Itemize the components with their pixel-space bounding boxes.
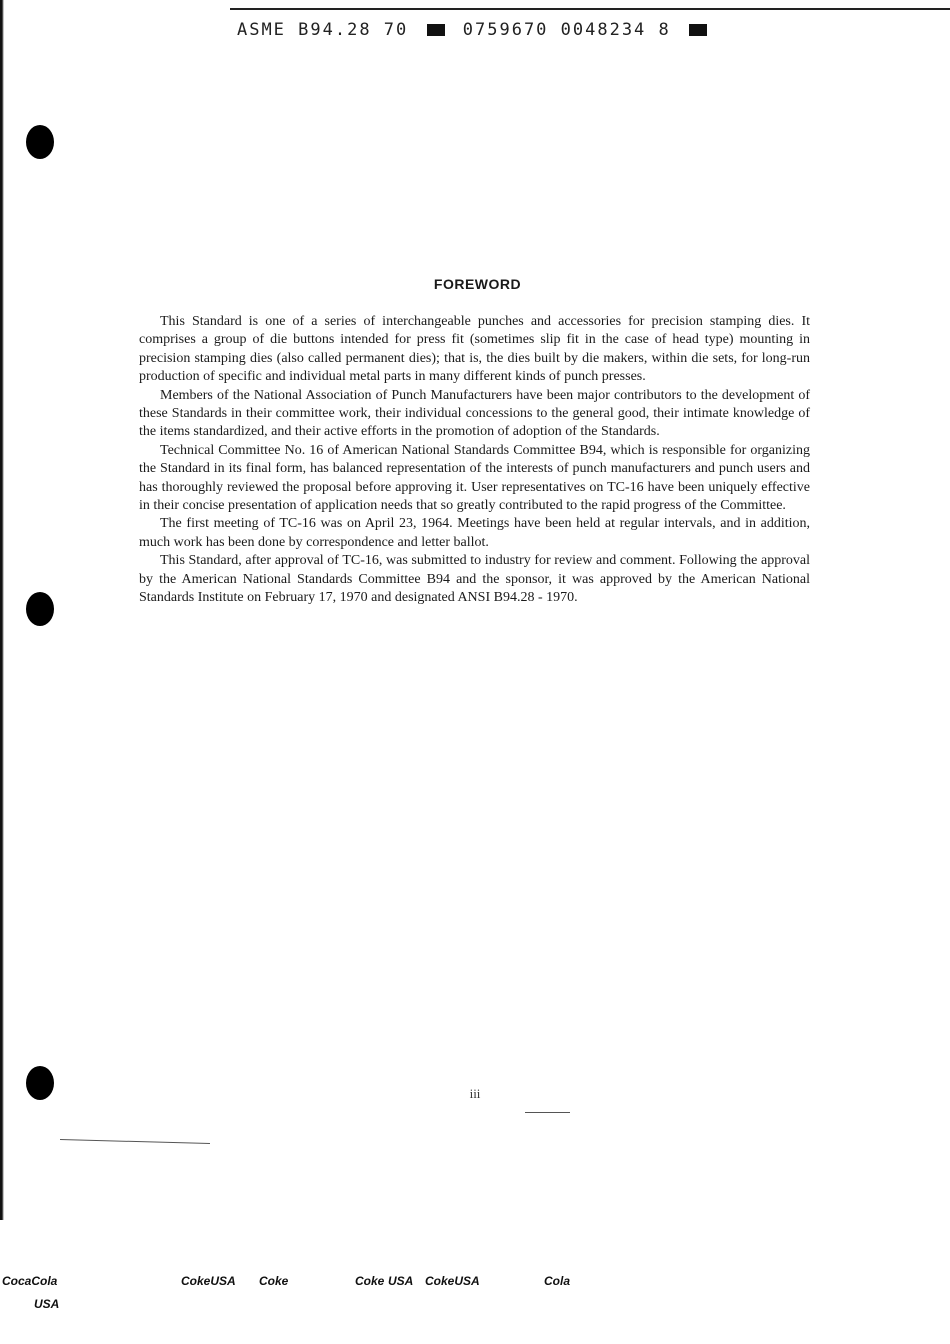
footer-stamp-cokeusa-2: CokeUSA bbox=[425, 1274, 480, 1288]
binder-hole-top bbox=[26, 125, 54, 159]
paragraph-5: This Standard, after approval of TC-16, was submitted to industry for review and comment. Following the approval by the American National Standards Committee B94 and the sponsor, it was approved by the American National Standards Institute on February 17, 1970 and designated ANSI B94.28 - 1970. bbox=[139, 553, 810, 606]
footer-stamp-usa: USA bbox=[34, 1297, 60, 1311]
footer-stamp-coke-1: Coke bbox=[259, 1274, 289, 1288]
document-serial: 0759670 0048234 8 bbox=[462, 20, 671, 40]
scan-left-edge bbox=[0, 0, 7, 1220]
document-code-header bbox=[0, 20, 950, 40]
footer-stamp-cola: Cola bbox=[544, 1274, 571, 1288]
document-code: ASME B94.28 70 bbox=[236, 20, 409, 40]
footer-stamp-cokeusa-1: CokeUSA bbox=[181, 1274, 236, 1288]
scan-smudge-1 bbox=[525, 1112, 570, 1113]
footer-stamp-logo: CocaCola bbox=[2, 1274, 58, 1288]
footer-stamp-usa-2: USA bbox=[388, 1274, 414, 1288]
paragraph-3: Technical Committee No. 16 of American National Standards Committee B94, which is responsible for organizing the Standard in its final form, has balanced representation of the interests of punch manufacturers and punch users and has thoroughly reviewed the proposal before approving it. User representatives on TC-16 have been uniquely effective in their concise presentation of application needs that so greatly contributed to the rapid progress of the Committee. bbox=[139, 442, 810, 514]
foreword-body bbox=[139, 313, 810, 608]
header-rule bbox=[230, 8, 950, 10]
page-number: iii bbox=[469, 1086, 481, 1101]
redaction-block-1 bbox=[427, 24, 445, 36]
footer-stamp-coke-2: Coke bbox=[355, 1274, 385, 1288]
paragraph-2: Members of the National Association of Punch Manufacturers have been major contributors to the development of these Standards in their committee work, their individual concessions to the general good, their intimate knowledge of the items standardized, and their active efforts in the promotion of adoption of the Standards. bbox=[139, 387, 810, 440]
page-title: FOREWORD bbox=[433, 276, 522, 292]
scan-smudge-2 bbox=[60, 1139, 210, 1144]
paragraph-1: This Standard is one of a series of interchangeable punches and accessories for precision stamping dies. It comprises a group of die buttons intended for press fit (sometimes slip fit in the case of head type) mounting in precision stamping dies (also called permanent dies); that is, the dies built by die makers, within die sets, for long-run production of specific and individual metal parts in many different kinds of punch presses. bbox=[139, 314, 810, 385]
binder-hole-middle bbox=[26, 592, 54, 626]
redaction-block-2 bbox=[689, 24, 707, 36]
paragraph-4: The first meeting of TC-16 was on April 23, 1964. Meetings have been held at regular intervals, and in addition, much work has been done by correspondence and letter ballot. bbox=[139, 516, 810, 550]
